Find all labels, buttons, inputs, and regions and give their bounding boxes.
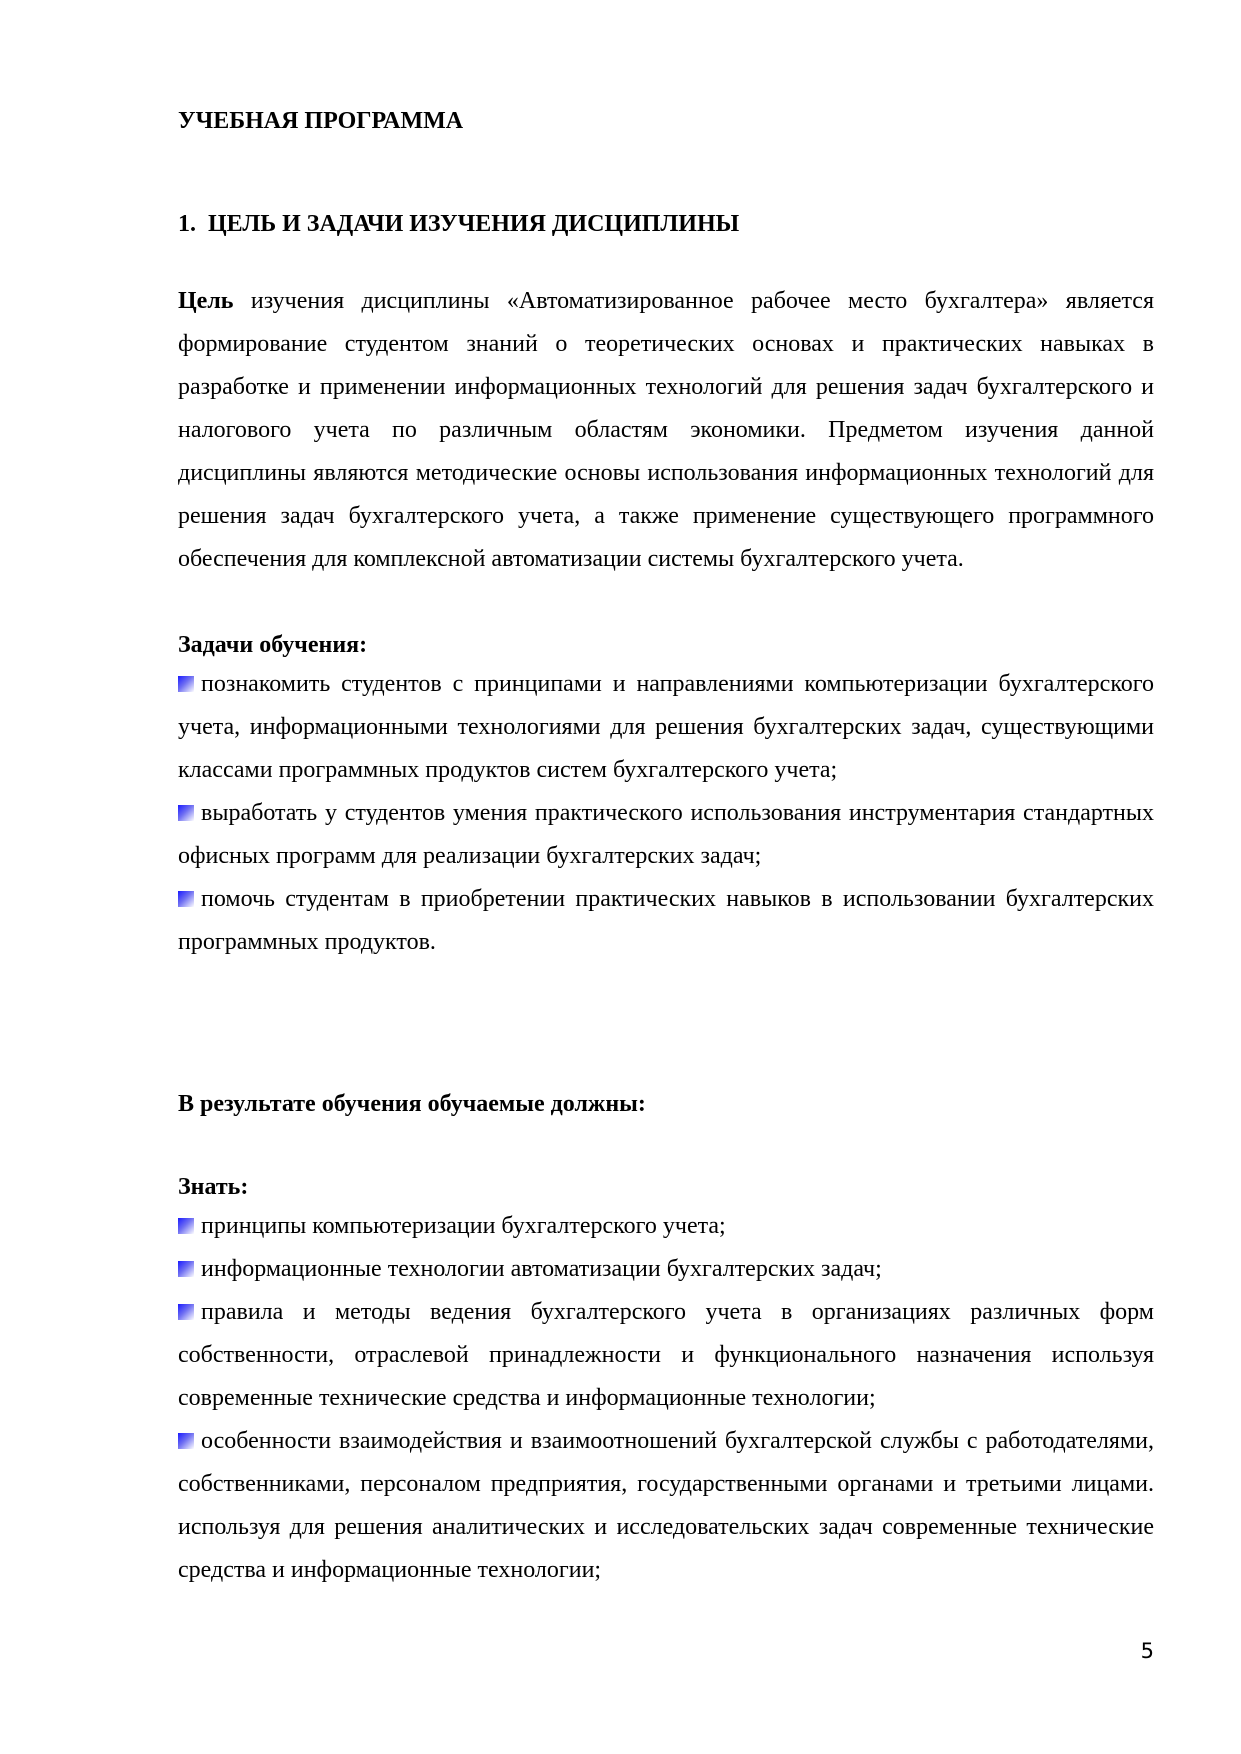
list-item [178, 1205, 1154, 1248]
tasks-list [178, 663, 1154, 964]
square-bullet-icon [178, 1218, 194, 1234]
list-item [178, 1420, 1154, 1592]
square-bullet-icon [178, 1304, 194, 1320]
list-item [178, 1291, 1154, 1420]
list-item-text: правила и методы ведения бухгалтерского учета в организациях различных форм собственности, отраслевой принадлежности и функционального назначения используя современные технические средства и информационные технологии; [178, 1299, 1154, 1411]
list-item [178, 1248, 1154, 1291]
square-bullet-icon [178, 805, 194, 821]
list-item-text: познакомить студентов с принципами и направлениями компьютеризации бухгалтерского учета, информационными технологиями для решения бухгалтерских задач, существующими классами программных продуктов систем бухгалтерского учета; [178, 671, 1154, 783]
square-bullet-icon [178, 891, 194, 907]
square-bullet-icon [178, 1261, 194, 1277]
goal-text: изучения дисциплины «Автоматизированное рабочее место бухгалтера» является формирование студентом знаний о теоретических основах и практических навыках в разработке и применении информационных технологий для решения задач бухгалтерского и налогового учета по различным областям экономики. Предметом изучения данной дисциплины являются методические основы использования информационных технологий для решения задач бухгалтерского учета, а также применение существующего программного обеспечения для комплексной автоматизации системы бухгалтерского учета. [178, 288, 1154, 572]
section-title: ЦЕЛЬ И ЗАДАЧИ ИЗУЧЕНИЯ ДИСЦИПЛИНЫ [208, 211, 740, 237]
list-item-text: информационные технологии автоматизации бухгалтерских задач; [201, 1256, 882, 1282]
square-bullet-icon [178, 1433, 194, 1449]
list-item-text: помочь студентам в приобретении практических навыков в использовании бухгалтерских программных продуктов. [178, 886, 1154, 955]
list-item-text: особенности взаимодействия и взаимоотношений бухгалтерской службы с работодателями, собственниками, персоналом предприятия, государственными органами и третьими лицами. используя для решения аналитических и исследовательских задач современные технические средства и информационные технологии; [178, 1428, 1154, 1583]
know-heading: Знать: [178, 1174, 249, 1200]
tasks-heading: Задачи обучения: [178, 632, 368, 658]
list-item-text: принципы компьютеризации бухгалтерского учета; [201, 1213, 726, 1239]
goal-paragraph [178, 280, 1154, 581]
know-list [178, 1205, 1154, 1592]
list-item-text: выработать у студентов умения практического использования инструментария стандартных офисных программ для реализации бухгалтерских задач; [178, 800, 1154, 869]
section-number: 1. [178, 211, 196, 237]
list-item [178, 878, 1154, 964]
section-heading [178, 209, 1154, 239]
page-number: 5 [1140, 1639, 1154, 1663]
list-item [178, 663, 1154, 792]
square-bullet-icon [178, 676, 194, 692]
document-title: УЧЕБНАЯ ПРОГРАММА [178, 108, 464, 134]
list-item [178, 792, 1154, 878]
results-heading: В результате обучения обучаемые должны: [178, 1091, 646, 1117]
goal-lead: Цель [178, 288, 234, 314]
